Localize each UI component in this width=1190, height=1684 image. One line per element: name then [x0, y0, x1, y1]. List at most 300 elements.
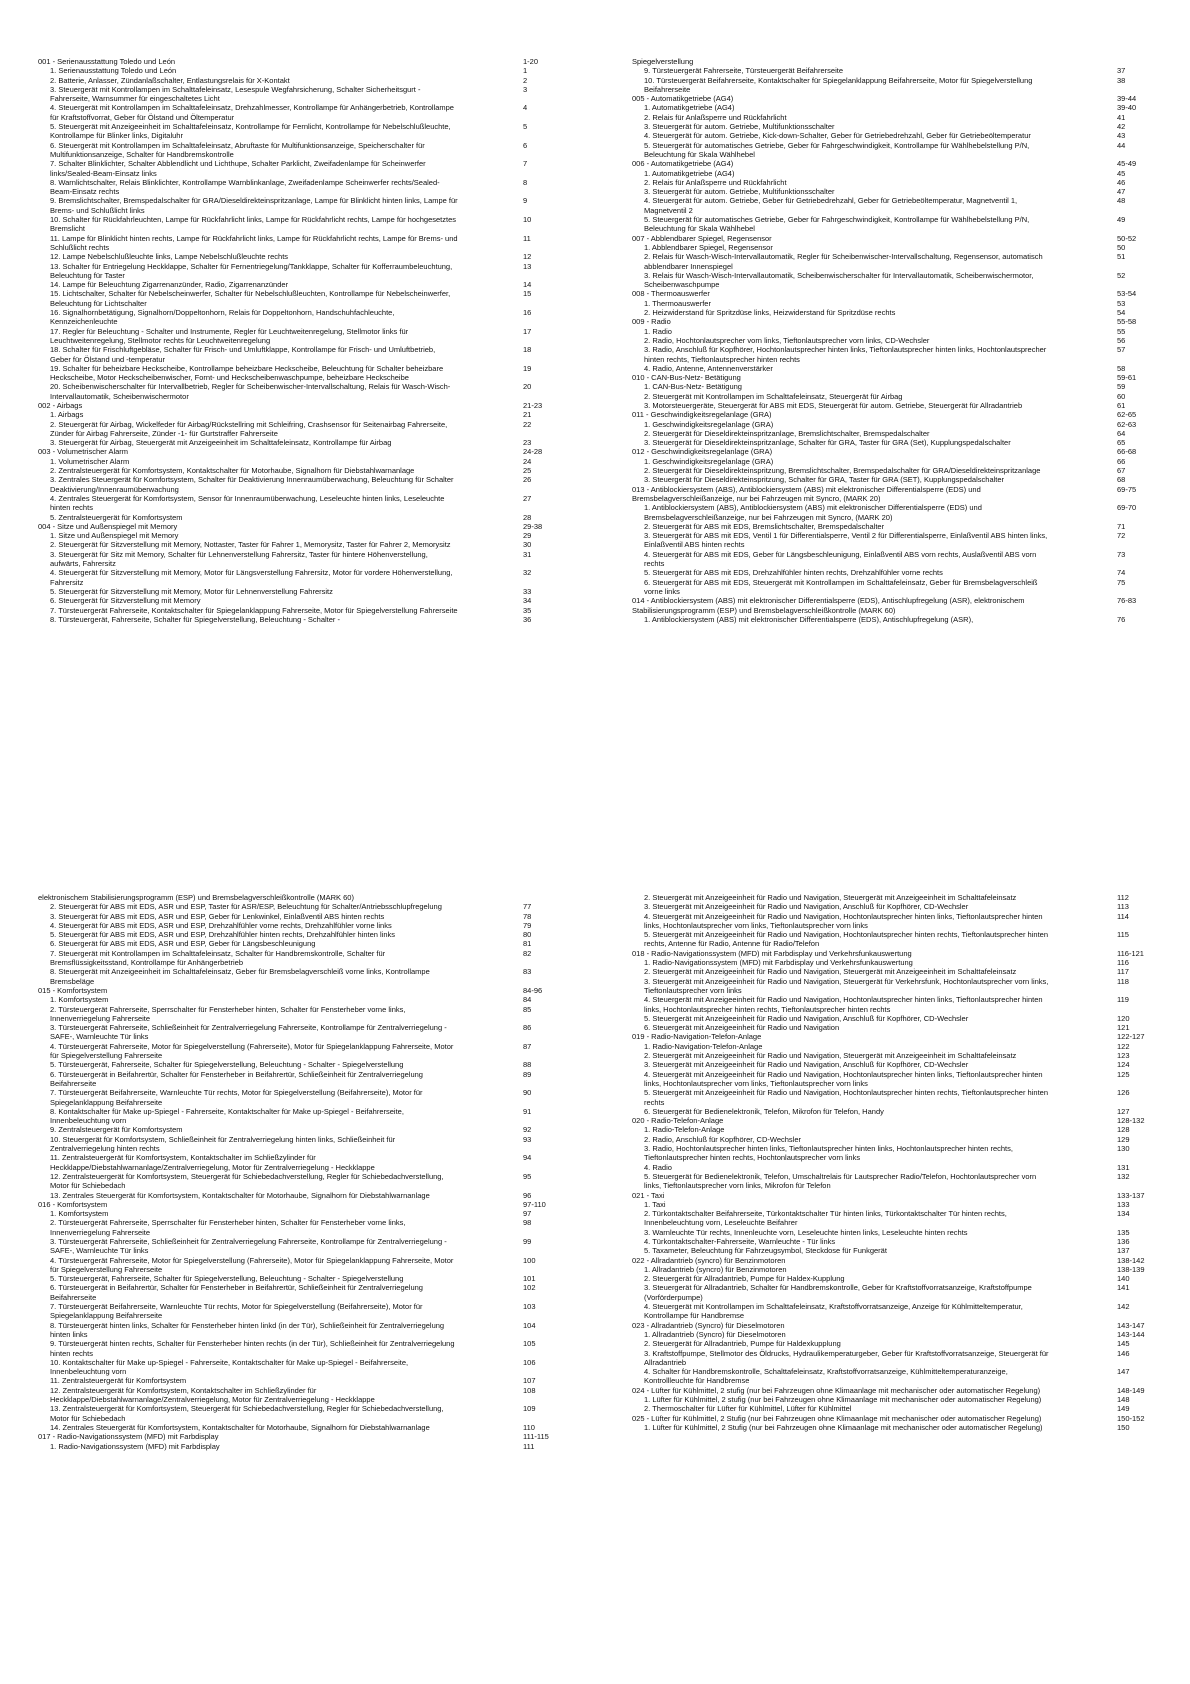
toc-entry-row [38, 939, 598, 948]
entry-title: 6. Türsteuergerät in Beifahrertür, Schalter für Fensterheber in Beifahrertür, Schließeinheit für Zentralverriegelung Beifahrerseite [50, 1283, 423, 1302]
entry-title: 10. Kontaktschalter für Make up-Spiegel - Fahrerseite, Kontaktschalter für Make up-Spiegel - Beifahrerseite, Innenbeleuchtung vorn [50, 1357, 409, 1377]
page-number: 62-65 [1117, 410, 1137, 420]
toc-entry-row [632, 1367, 1190, 1386]
section-title: 009 - Radio [632, 317, 671, 327]
toc-section-row [38, 447, 598, 456]
section-title: 018 - Radio-Navigationssystem (MFD) mit Farbdisplay und Verkehrsfunkauswertung [632, 948, 912, 958]
page-number: 123 [1117, 1051, 1130, 1061]
toc-entry-row [632, 420, 1190, 429]
page-number: 90 [523, 1088, 532, 1098]
section-title: 014 - Antiblockiersystem (ABS) mit elektronischer Differentialsperre (EDS), Antischlupfregelung (ASR), elektronischem Stabilisierungsprogramm (ESP) und Bremsbelagverschleißkontrolle (MARK 60) [632, 596, 1025, 615]
page-number: 34 [523, 596, 532, 606]
toc-entry-row [38, 475, 598, 494]
entry-title: 14. Zentrales Steuergerät für Komfortsystem, Kontaktschalter für Motorhaube, Signalhorn für Diebstahlwarnanlage [50, 1422, 430, 1432]
page-number: 91 [523, 1106, 532, 1116]
section-title: 010 - CAN-Bus-Netz- Betätigung [632, 373, 741, 383]
toc-entry-row [632, 308, 1190, 317]
entry-title: 4. Steuergerät mit Anzeigeeinheit für Radio und Navigation, Hochtonlautsprecher hinten links, Tieftonlautsprecher hinten links, Hochtonlautsprecher hinten rechts, Tieftonlautsprecher hinten rechts [644, 995, 1043, 1014]
entry-title: 1. Abblendbarer Spiegel, Regensensor [644, 242, 773, 252]
entry-title: 3. Türsteuergerät Fahrerseite, Schließeinheit für Zentralverriegelung Fahrerseite, Kontrollampe für Zentralverriegelung -SAFE-, Warnleuchte Tür links [50, 1236, 447, 1256]
entry-title: 4. Steuergerät für Sitzverstellung mit Memory, Motor für Längsverstellung Fahrersitz, Motor für vordere Höhenverstellung, Fahrersitz [50, 568, 453, 587]
page-number: 51 [1117, 252, 1126, 262]
page-number: 65 [1117, 438, 1126, 448]
toc-section-row [632, 1191, 1190, 1200]
toc-block-bottom-left [38, 893, 598, 1451]
page-number: 107 [523, 1376, 536, 1386]
page-number: 114 [1117, 911, 1129, 921]
page-number: 148-149 [1117, 1385, 1145, 1395]
toc-entry-row [632, 429, 1190, 438]
entry-title: 8. Kontaktschalter für Make up-Spiegel - Fahrerseite, Kontaktschalter für Make up-Spiegel - Beifahrerseite, Innenbeleuchtung vorn [50, 1106, 404, 1126]
page-number: 140 [1117, 1274, 1130, 1284]
toc-entry-row [38, 1209, 598, 1218]
toc-entry-row [632, 1135, 1190, 1144]
entry-title: 10. Steuergerät für Komfortsystem, Schließeinheit für Zentralverriegelung hinten links, Schließeinheit für Zentralverriegelung hinten rechts [50, 1134, 396, 1154]
section-title: 006 - Automatikgetriebe (AG4) [632, 159, 734, 169]
entry-title: Spiegelverstellung [632, 57, 694, 66]
page-number: 104 [523, 1320, 536, 1330]
toc-entry-row [632, 995, 1190, 1014]
entry-title: 1. Sitze und Außenspiegel mit Memory [50, 531, 179, 541]
toc-entry-row [38, 967, 598, 986]
entry-title: 2. Steuergerät für Sitzverstellung mit Memory, Nottaster, Taster für Fahrer 1, Memorysitz, Taster für Fahrer 2, Memorysitz [50, 540, 451, 550]
toc-entry-row [632, 57, 1190, 66]
entry-title: 12. Zentralsteuergerät für Komfortsystem, Kontaktschalter im Schließzylinder für Heckklappe/Diebstahlwarnanlage/Zentralverriegelung, Motor für Zentralverriegelung - Heckklappe [50, 1385, 375, 1405]
toc-entry-row [632, 503, 1190, 522]
page-number: 15 [523, 289, 532, 299]
page-number: 52 [1117, 270, 1126, 280]
page-number: 130 [1117, 1144, 1130, 1154]
entry-title: 3. Steuergerät mit Kontrollampen im Schalttafeleinsatz, Lesespule Wegfahrsicherung, Schalter Sicherheitsgurt - Fahrerseite, Warnsummer für eingeschaltetes Licht [50, 84, 421, 104]
toc-entry-row [632, 1070, 1190, 1089]
page-number: 141 [1117, 1283, 1130, 1293]
entry-title: 17. Regler für Beleuchtung - Schalter und Instrumente, Regler für Leuchtweitenregelung, Stellmotor links für Leuchtweitenregelung, Stellmotor rechts für Leuchtweitenregelung [50, 326, 409, 345]
entry-title: 4. Steuergerät mit Kontrollampen im Schalttafeleinsatz, Drehzahlmesser, Kontrollampe für Anhängerbetrieb, Kontrollampe für Kraftstoffvorrat, Geber für Ölstand und Öltemperatur [50, 103, 454, 122]
section-title: 004 - Sitze und Außenspiegel mit Memory [38, 521, 178, 531]
entry-title: 10. Türsteuergerät Beifahrerseite, Kontaktschalter für Spiegelanklappung Beifahrerseite, Motor für Spiegelverstellung Beifahrerseite [644, 75, 1033, 94]
entry-title: 7. Türsteuergerät Fahrerseite, Kontaktschalter für Spiegelanklappung Fahrerseite, Motor für Spiegelverstellung Fahrerseite [50, 605, 458, 615]
toc-entry-row [38, 234, 598, 253]
page-number: 78 [523, 911, 532, 921]
toc-entry-row [632, 122, 1190, 131]
section-title: 016 - Komfortsystem [38, 1199, 108, 1209]
page-number: 137 [1117, 1246, 1130, 1256]
toc-entry-row [632, 967, 1190, 976]
entry-title: 1. Volumetrischer Alarm [50, 456, 130, 466]
toc-entry-row [38, 457, 598, 466]
toc-entry-row [38, 1005, 598, 1024]
toc-entry-row [38, 103, 598, 122]
entry-title: 3. Warnleuchte Tür rechts, Innenleuchte vorn, Leseleuchte hinten links, Leseleuchte hinten rechts [644, 1227, 968, 1237]
toc-entry-row [38, 606, 598, 615]
entry-title: 4. Zentrales Steuergerät für Komfortsystem, Sensor für Innenraumüberwachung, Leseleuchte hinten links, Leseleuchte hinten rechts [50, 493, 445, 513]
page-number: 122 [1117, 1041, 1130, 1051]
page-number: 83 [523, 967, 532, 977]
entry-title: 5. Türsteuergerät, Fahrerseite, Schalter für Spiegelverstellung, Beleuchtung - Schalter - Spiegelverstellung [50, 1274, 404, 1284]
page-number: 66-68 [1117, 447, 1137, 457]
toc-section-row [632, 289, 1190, 298]
entry-title: 2. Steuergerät für ABS mit EDS, ASR und ESP, Taster für ASR/ESP, Beleuchtung für Schalter/Antriebsschlupfregelung [50, 902, 442, 912]
toc-entry-row [38, 1191, 598, 1200]
entry-title: 3. Steuergerät mit Anzeigeeinheit für Radio und Navigation, Anschluß für Kopfhörer, CD-Wechsler [644, 902, 969, 912]
page-number: 17 [523, 326, 532, 336]
toc-entry-row [632, 1163, 1190, 1172]
entry-title: 2. Relais für Anlaßsperre und Rückfahrlicht [644, 177, 787, 187]
toc-section-row [38, 1432, 598, 1441]
toc-entry-row [38, 1042, 598, 1061]
toc-section-row [632, 94, 1190, 103]
entry-title: 10. Schalter für Rückfahrleuchten, Lampe für Rückfahrlicht links, Lampe für Rückfahrlicht rechts, Lampe für hochgesetztes Bremslicht [50, 215, 457, 234]
toc-entry-row [632, 103, 1190, 112]
page-number: 48 [1117, 196, 1126, 206]
toc-entry-row [38, 1386, 598, 1405]
page-number: 96 [523, 1190, 532, 1200]
entry-title: 1. Radio-Telefon-Anlage [644, 1125, 725, 1135]
toc-entry-row [38, 893, 598, 902]
entry-title: 2. Steuergerät für Allradantrieb, Pumpe für Haldexkupplung [644, 1339, 841, 1349]
toc-entry-row [632, 1023, 1190, 1032]
toc-entry-row [632, 1051, 1190, 1060]
page-number: 75 [1117, 577, 1126, 587]
page-number: 39-44 [1117, 94, 1137, 104]
page-number: 41 [1117, 112, 1126, 122]
toc-entry-row [632, 893, 1190, 902]
toc-entry-row [38, 1088, 598, 1107]
entry-title: 5. Steuergerät für Bedienelektronik, Telefon, Umschaltrelais für Lautsprecher Radio/Telefon, Hochtonlautsprecher vorn links, Tieftonlautsprecher vorn links, Mikrofon für Telefon [644, 1171, 1037, 1191]
toc-entry-row [38, 1218, 598, 1237]
entry-title: 1. Thermoauswerfer [644, 298, 711, 308]
page-number: 35 [523, 605, 532, 615]
page-number: 14 [523, 280, 532, 290]
section-title: 021 - Taxi [632, 1190, 665, 1200]
page-number: 72 [1117, 531, 1126, 541]
toc-entry-row [38, 466, 598, 475]
page-number: 64 [1117, 428, 1126, 438]
entry-title: 14. Lampe für Beleuchtung Zigarrenanzünder, Radio, Zigarrenanzünder [50, 280, 289, 290]
page-number: 44 [1117, 140, 1126, 150]
page-number: 118 [1117, 976, 1129, 986]
toc-entry-row [38, 1321, 598, 1340]
entry-title: 11. Zentralsteuergerät für Komfortsystem, Kontaktschalter im Schließzylinder für Heckklappe/Diebstahlwarnanlage/Zentralverriegelung, Motor für Zentralverriegelung - Heckklappe [50, 1153, 375, 1172]
entry-title: 9. Türsteuergerät Fahrerseite, Türsteuergerät Beifahrerseite [644, 66, 843, 76]
entry-title: 8. Türsteuergerät hinten links, Schalter für Fensterheber hinten linkd (in der Tür), Schließeinheit für Zentralverriegelung hinten links [50, 1320, 445, 1339]
page-number: 149 [1117, 1404, 1130, 1414]
toc-section-row [632, 485, 1190, 504]
toc-entry-row [38, 252, 598, 261]
entry-title: 1. Antiblockiersystem (ABS), Antiblockiersystem (ABS) mit elektronischer Differentialsperre (EDS) und Bremsbelagverschleißanzeige, nur bei Fahrzeugen mit Syncro, (MARK 20) [644, 503, 982, 522]
toc-entry-row [38, 568, 598, 587]
entry-title: 5. Steuergerät für ABS mit EDS, Drehzahlfühler hinten rechts, Drehzahlfühler vorne rechts [644, 568, 943, 578]
toc-entry-row [38, 912, 598, 921]
toc-section-row [632, 1321, 1190, 1330]
toc-entry-row [632, 196, 1190, 215]
entry-title: 4. Türsteuergerät Fahrerseite, Motor für Spiegelverstellung (Fahrerseite), Motor für Spiegelanklappung Fahrerseite, Motor für Spiegelverstellung Fahrerseite [50, 1255, 454, 1274]
entry-title: 2. Radio, Hochtonlautsprecher vorn links, Tieftonlautsprecher vorn links, CD-Wechsler [644, 335, 930, 345]
toc-entry-row [38, 1125, 598, 1134]
toc-entry-row [632, 457, 1190, 466]
toc-entry-row [38, 531, 598, 540]
toc-entry-row [38, 1274, 598, 1283]
page-number: 1 [523, 66, 528, 76]
entry-title: 2. Steuergerät mit Anzeigeeinheit für Radio und Navigation, Steuergerät mit Anzeigeeinheit im Schalttafeleinsatz [644, 1051, 1017, 1061]
entry-title: 2. Steuergerät mit Kontrollampen im Schalttafeleinsatz, Steuergerät für Airbag [644, 391, 903, 401]
toc-entry-row [38, 1172, 598, 1191]
toc-entry-row [632, 252, 1190, 271]
toc-section-row [632, 1116, 1190, 1125]
entry-title: 2. Türsteuergerät Fahrerseite, Sperrschalter für Fensterheber hinten, Schalter für Fensterheber vorne links, Innenverriegelung Fahrerseite [50, 1218, 406, 1237]
entry-title: 8. Steuergerät mit Anzeigeeinheit im Schalttafeleinsatz, Geber für Bremsbelagverschleiß vorne links, Kontrollampe Bremsbeläge [50, 967, 430, 986]
page-number: 145 [1117, 1339, 1130, 1349]
page-number: 150 [1117, 1422, 1130, 1432]
page-number: 45-49 [1117, 159, 1137, 169]
entry-title: 1. Komfortsystem [50, 995, 109, 1005]
entry-title: 3. Steuergerät für Airbag, Steuergerät mit Anzeigeeinheit im Schalttafeleinsatz, Kontrollampe für Airbag [50, 438, 392, 448]
page-number: 3 [523, 84, 528, 94]
toc-section-row [38, 1200, 598, 1209]
page-number: 95 [523, 1171, 532, 1181]
toc-entry-row [632, 141, 1190, 160]
entry-title: 4. Steuergerät mit Anzeigeeinheit für Radio und Navigation, Hochtonlautsprecher hinten links, Tieftonlautsprecher hinten links, Hochtonlautsprecher vorn links, Tieftonlautsprecher vorn links [644, 911, 1043, 930]
page-number: 116-121 [1117, 948, 1144, 958]
entry-title: 2. Türkontaktschalter Beifahrerseite, Türkontaktschalter Tür hinten links, Türkontaktschalter Tür hinten rechts, Innenbeleuchtung vorn, Leseleuchte Beifahrer [644, 1209, 1007, 1228]
page-number: 134 [1117, 1209, 1130, 1219]
toc-section-row [632, 447, 1190, 456]
toc-entry-row [38, 76, 598, 85]
entry-title: 5. Steuergerät für automatisches Getriebe, Geber für Fahrgeschwindigkeit, Kontrollampe für Wählhebelstellung P/N, Beleuchtung für Skala Wählhebel [644, 140, 1030, 159]
page-number: 4 [523, 103, 528, 113]
toc-section-row [632, 410, 1190, 419]
page-number: 24 [523, 456, 532, 466]
entry-title: 2. Steuergerät für ABS mit EDS, Bremslichtschalter, Bremspedalschalter [644, 521, 885, 531]
entry-title: 4. Steuergerät für autom. Getriebe, Kick-down-Schalter, Geber für Getriebedrehzahl, Geber für Getriebeöltemperatur [644, 131, 1031, 141]
page-number: 59-61 [1117, 373, 1137, 383]
toc-entry-row [38, 1256, 598, 1275]
toc-entry-row [38, 1404, 598, 1423]
section-title: 017 - Radio-Navigationssystem (MFD) mit Farbdisplay [38, 1432, 219, 1442]
toc-entry-row [632, 550, 1190, 569]
page-number: 76-83 [1117, 596, 1137, 606]
toc-entry-row [632, 345, 1190, 364]
section-title: 020 - Radio-Telefon-Anlage [632, 1116, 724, 1126]
page-number: 120 [1117, 1013, 1130, 1023]
toc-entry-row [632, 382, 1190, 391]
entry-title: 4. Schalter für Handbremskontrolle, Schalttafeleinsatz, Kraftstoffvorratsanzeige, Kühlmitteltemperaturanzeige, Kontrollleuchte für Handbremse [644, 1367, 1008, 1386]
toc-entry-row [632, 178, 1190, 187]
page-number: 47 [1117, 187, 1126, 197]
toc-entry-row [38, 615, 598, 624]
page-number: 122-127 [1117, 1032, 1145, 1042]
toc-entry-row [632, 522, 1190, 531]
entry-title: 5. Steuergerät für ABS mit EDS, ASR und ESP, Drehzahlfühler hinten rechts, Drehzahlfühler hinten links [50, 930, 396, 940]
toc-entry-row [38, 327, 598, 346]
entry-title: 5. Zentralsteuergerät für Komfortsystem [50, 512, 183, 522]
toc-entry-row [632, 531, 1190, 550]
entry-title: 3. Steuergerät mit Anzeigeeinheit für Radio und Navigation, Anschluß für Kopfhörer, CD-Wechsler [644, 1060, 969, 1070]
page-number: 80 [523, 930, 532, 940]
toc-entry-row [38, 540, 598, 549]
entry-title: 3. Relais für Wasch-Wisch-Intervallautomatik, Scheibenwischerschalter für Intervallautomatik, Scheibenwischermotor, Scheibenwaschpumpe [644, 270, 1034, 290]
page-number: 116 [1117, 958, 1129, 968]
toc-entry-row [632, 336, 1190, 345]
toc-entry-row [632, 615, 1190, 624]
page-number: 12 [523, 252, 532, 262]
entry-title: 16. Signalhornbetätigung, Signalhorn/Doppeltonhorn, Relais für Doppeltonhorn, Handschuhfachleuchte, Kennzeichenleuchte [50, 308, 395, 327]
page-number: 101 [523, 1274, 536, 1284]
entry-title: 4. Türsteuergerät Fahrerseite, Motor für Spiegelverstellung (Fahrerseite), Motor für Spiegelanklappung Fahrerseite, Motor für Spiegelverstellung Fahrerseite [50, 1041, 454, 1061]
toc-entry-row [38, 930, 598, 939]
toc-entry-row [632, 76, 1190, 95]
toc-section-row [632, 1256, 1190, 1265]
page-number: 22 [523, 419, 532, 429]
toc-entry-row [632, 1302, 1190, 1321]
toc-entry-row [632, 327, 1190, 336]
entry-title: 3. Steuergerät für autom. Getriebe, Multifunktionsschalter [644, 187, 835, 197]
page-number: 131 [1117, 1162, 1130, 1172]
toc-entry-row [38, 66, 598, 75]
entry-title: 4. Steuergerät für ABS mit EDS, ASR und ESP, Drehzahlfühler vorne rechts, Drehzahlfühler vorne links [50, 920, 392, 930]
page-number: 20 [523, 382, 532, 392]
entry-title: 3. Kraftstoffpumpe, Stellmotor des Öldrucks, Hydraulikemperaturgeber, Geber für Kraftstoffvorratsanzeige, Steuergerät für Allradantrieb [644, 1348, 1049, 1367]
entry-title: 1. CAN-Bus-Netz- Betätigung [644, 382, 742, 392]
page-number: 136 [1117, 1236, 1130, 1246]
entry-title: 2. Steuergerät für Allradantrieb, Pumpe für Haldex-Kupplung [644, 1274, 845, 1284]
entry-title: 4. Türkontaktschalter-Fahrerseite, Warnleuchte - Tür links [644, 1236, 836, 1246]
toc-entry-row [632, 299, 1190, 308]
toc-entry-row [38, 196, 598, 215]
page-number: 50 [1117, 242, 1126, 252]
page-number: 143-147 [1117, 1320, 1145, 1330]
entry-title: 2. Zentralsteuergerät für Komfortsystem, Kontaktschalter für Motorhaube, Signalhorn für Diebstahlwarnanlage [50, 466, 415, 476]
entry-title: 2. Steuergerät mit Anzeigeeinheit für Radio und Navigation, Steuergerät mit Anzeigeeinheit im Schalttafeleinsatz [644, 967, 1017, 977]
page-number: 37 [1117, 66, 1126, 76]
toc-entry-row [38, 587, 598, 596]
entry-title: 3. Radio, Hochtonlautsprecher hinten links, Tieftonlautsprecher hinten links, Hochtonlautsprecher hinten rechts, Tieftonlautsprecher hinten rechts, Hochtonlautsprecher vorn links [644, 1144, 1013, 1163]
page-number: 93 [523, 1134, 532, 1144]
section-title: 008 - Thermoauswerfer [632, 289, 710, 299]
toc-entry-row [632, 438, 1190, 447]
page-number: 128-132 [1117, 1116, 1145, 1126]
toc-entry-row [38, 1283, 598, 1302]
page-number: 30 [523, 540, 532, 550]
page-number: 28 [523, 512, 532, 522]
entry-title: 1. Automatikgetriebe (AG4) [644, 103, 735, 113]
page-number: 50-52 [1117, 233, 1137, 243]
page-number: 97-110 [523, 1199, 546, 1209]
page-number: 106 [523, 1357, 536, 1367]
page-number: 143-144 [1117, 1329, 1145, 1339]
entry-title: 1. Komfortsystem [50, 1209, 109, 1219]
toc-entry-row [632, 131, 1190, 140]
toc-block-top-left [38, 57, 598, 624]
page-number: 129 [1117, 1134, 1130, 1144]
entry-title: 6. Türsteuergerät in Beifahrertür, Schalter für Fensterheber in Beifahrertür, Schließeinheit für Zentralverriegelung Beifahrerseite [50, 1069, 423, 1088]
toc-section-row [38, 57, 598, 66]
page-number: 53-54 [1117, 289, 1137, 299]
toc-entry-row [38, 513, 598, 522]
toc-entry-row [632, 1228, 1190, 1237]
entry-title: 13. Schalter für Entriegelung Heckklappe, Schalter für Fernentriegelung/Tankklappe, Schalter für Kofferraumbeleuchtung, Beleuchtung für Taster [50, 261, 453, 280]
toc-entry-row [38, 364, 598, 383]
entry-title: 13. Zentralsteuergerät für Komfortsystem, Steuergerät für Schiebedachverstellung, Regler für Schiebedachverstellung, Motor für Schiebedach [50, 1404, 444, 1423]
toc-entry-row [632, 1088, 1190, 1107]
page-number: 103 [523, 1302, 536, 1312]
entry-title: 2. Relais für Wasch-Wisch-Intervallautomatik, Regler für Scheibenwischer-Intervallschaltung, Regensensor, automatisch abblendbarer Innenspiegel [644, 252, 1043, 271]
toc-section-row [632, 596, 1190, 615]
page-number: 57 [1117, 345, 1126, 355]
toc-entry-row [632, 1042, 1190, 1051]
toc-section-row [632, 373, 1190, 382]
toc-entry-row [632, 243, 1190, 252]
toc-entry-row [632, 1060, 1190, 1069]
toc-entry-row [38, 122, 598, 141]
page-number: 97 [523, 1209, 532, 1219]
toc-entry-row [38, 289, 598, 308]
toc-section-row [38, 522, 598, 531]
entry-title: 3. Steuergerät für autom. Getriebe, Multifunktionsschalter [644, 122, 835, 132]
entry-title: 1. Radio [644, 326, 672, 336]
toc-entry-row [632, 1200, 1190, 1209]
page-number: 36 [523, 614, 532, 624]
section-title: 015 - Komfortsystem [38, 985, 108, 995]
page-number: 147 [1117, 1367, 1130, 1377]
page-number: 33 [523, 586, 532, 596]
page-number: 81 [523, 939, 532, 949]
entry-title: 19. Schalter für beheizbare Heckscheibe, Kontrollampe beheizbare Heckscheibe, Beleuchtung für Schalter beheizbare Heckscheibe, Motor Heckscheibenwischer, Fornt- und Heckscheibenwaschpumpe, beheizbare Heckscheibe [50, 363, 444, 383]
entry-title: 9. Bremslichtschalter, Bremspedalschalter für GRA/Dieseldirekteinspritzanlage, Lampe für Blinklicht hinten links, Lampe für Brems- und Schlußlicht links [50, 196, 458, 215]
page-number: 25 [523, 466, 532, 476]
page-number: 82 [523, 948, 532, 958]
toc-section-row [632, 1386, 1190, 1395]
toc-section-row [632, 317, 1190, 326]
page-number: 27 [523, 493, 532, 503]
page-number: 8 [523, 177, 528, 187]
page-number: 26 [523, 475, 532, 485]
toc-entry-row [632, 475, 1190, 484]
page-number: 85 [523, 1004, 532, 1014]
entry-title: 11. Lampe für Blinklicht hinten rechts, Lampe für Rückfahrlicht links, Lampe für Rückfahrlicht rechts, Lampe für Brems- und Schlußlicht rechts [50, 233, 458, 252]
entry-title: 5. Taxameter, Beleuchtung für Fahrzeugsymbol, Steckdose für Funkgerät [644, 1246, 887, 1256]
page-number: 31 [523, 549, 532, 559]
toc-entry-row [632, 1246, 1190, 1255]
page-number: 115 [1117, 930, 1129, 940]
toc-entry-row [632, 1423, 1190, 1432]
toc-entry-row [38, 1107, 598, 1126]
toc-entry-row [38, 995, 598, 1004]
toc-entry-row [38, 1135, 598, 1154]
entry-title: 1. Radio-Navigation-Telefon-Anlage [644, 1041, 763, 1051]
page-number: 6 [523, 140, 528, 150]
page-number: 60 [1117, 391, 1126, 401]
toc-entry-row [38, 438, 598, 447]
entry-title: 7. Türsteuergerät Beifahrerseite, Warnleuchte Tür rechts, Motor für Spiegelverstellung (Beifahrerseite), Motor für Spiegelanklappung Beifahrerseite [50, 1302, 423, 1321]
page-number: 71 [1117, 521, 1126, 531]
toc-entry-row [632, 1172, 1190, 1191]
page-number: 13 [523, 261, 532, 271]
page-number: 99 [523, 1236, 532, 1246]
section-title: 023 - Allradantrieb (Syncro) für Dieselmotoren [632, 1320, 785, 1330]
toc-entry-row [38, 85, 598, 104]
toc-entry-row [632, 1349, 1190, 1368]
entry-title: 8. Warnlichtschalter, Relais Blinklichter, Kontrollampe Warnblinkanlage, Zweifadenlampe Scheinwerfer rechts/Sealed-Beam-Einsatz rechts [50, 177, 440, 197]
page-number: 61 [1117, 400, 1126, 410]
entry-title: 2. Relais für Anlaßsperre und Rückfahrlicht [644, 112, 787, 122]
toc-section-row [632, 1414, 1190, 1423]
toc-entry-row [632, 364, 1190, 373]
entry-title: 6. Steuergerät für ABS mit EDS, Steuergerät mit Kontrollampen im Schalttafeleinsatz, Geber für Bremsbelagverschleiß vorne links [644, 577, 1038, 596]
toc-entry-row [38, 308, 598, 327]
page-number: 7 [523, 159, 528, 169]
page-number: 119 [1117, 995, 1129, 1005]
